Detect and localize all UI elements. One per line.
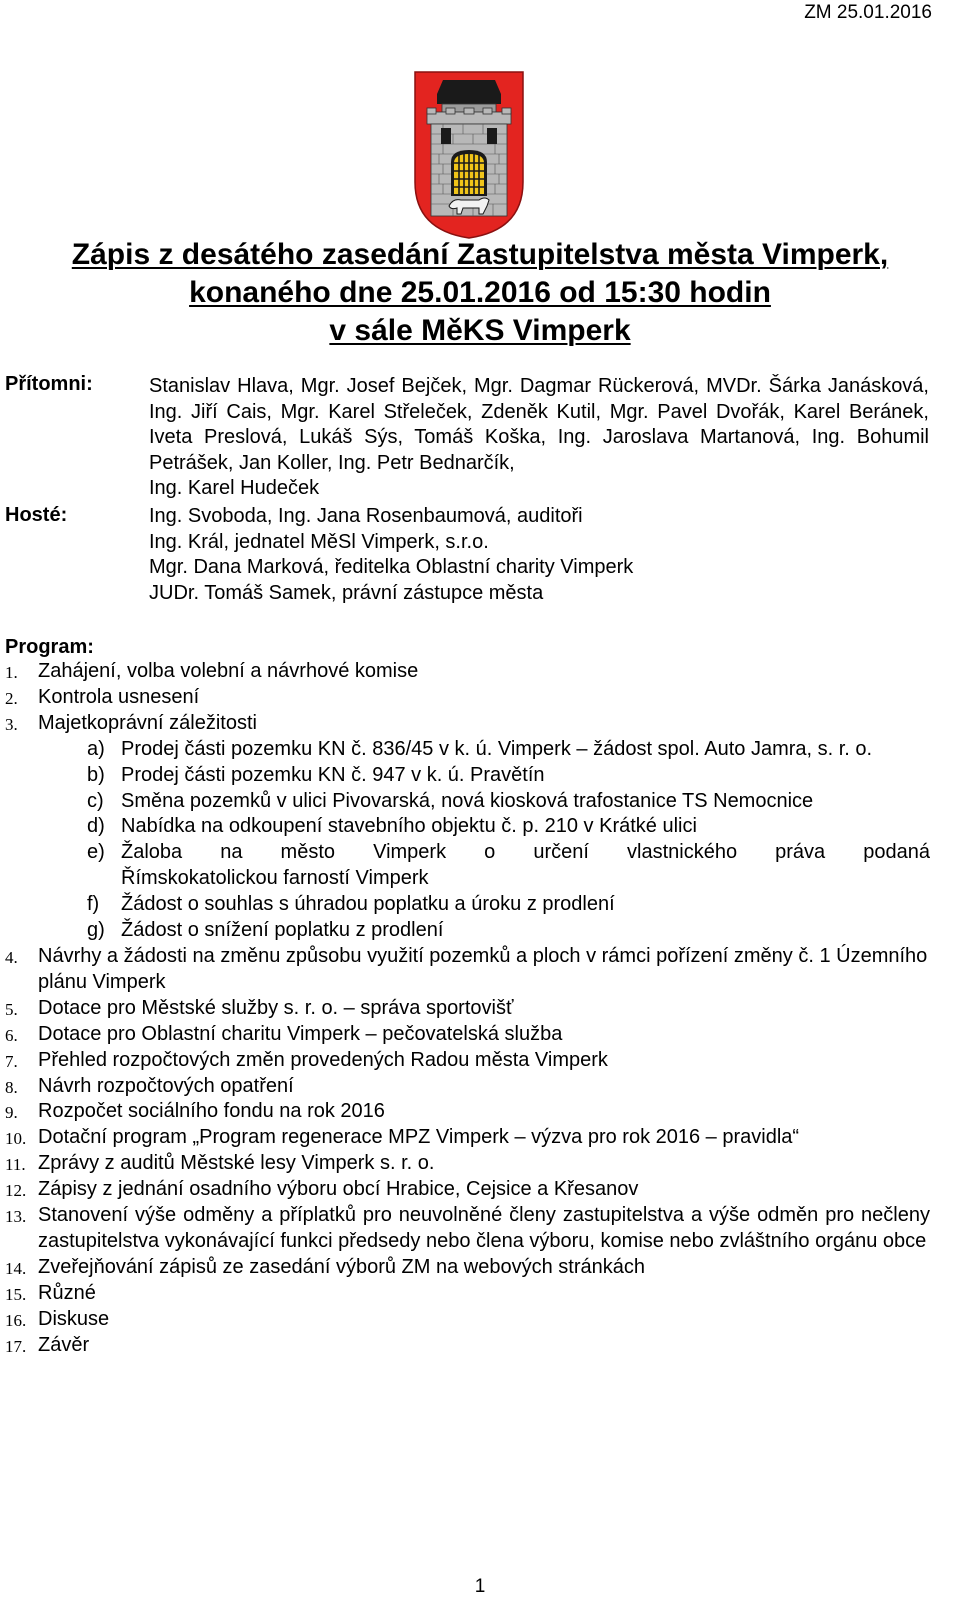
program-item-number: 10. — [5, 1129, 27, 1149]
guests-label: Hosté: — [5, 504, 68, 526]
program-item-text: Zápisy z jednání osadního výboru obcí Hrabice, Cejsice a Křesanov — [38, 1178, 639, 1201]
program-subitem — [87, 789, 930, 815]
program-item-text: Stanovení výše odměny a příplatků pro neuvolněné členy zastupitelstva a výše odměn pro nečleny zastupitelstva vykonávající funkci předsedy nebo člena výboru, komise nebo zvláštního orgánu obce — [38, 1204, 930, 1252]
program-item — [5, 1099, 930, 1125]
program-item-text: Dotace pro Městské služby s. r. o. – správa sportovišť — [38, 996, 514, 1019]
subitem-text: Směna pozemků v ulici Pivovarská, nová kiosková trafostanice TS Nemocnice — [121, 789, 814, 812]
title-line-1: Zápis z desátého zasedání Zastupitelstva města Vimperk, — [71, 238, 889, 271]
subitem-text-continued: Římskokatolickou farností Vimperk — [121, 867, 429, 890]
program-item-number: 3. — [5, 714, 18, 734]
guests-list — [149, 504, 929, 606]
program-item — [5, 1203, 930, 1255]
program-item-text: Dotační program „Program regenerace MPZ Vimperk – výzva pro rok 2016 – pravidla“ — [38, 1126, 800, 1149]
present-list — [149, 374, 929, 502]
program-item-number: 12. — [5, 1181, 27, 1201]
program-item — [5, 1048, 930, 1074]
program-item-text: Návrh rozpočtových opatření — [38, 1074, 294, 1097]
guest-item: JUDr. Tomáš Samek, právní zástupce města — [149, 581, 544, 604]
program-subitem — [87, 814, 930, 840]
program-subitem — [87, 763, 930, 789]
program-item-number: 15. — [5, 1284, 27, 1304]
program-item-text: Různé — [38, 1281, 96, 1304]
program-item-number: 5. — [5, 999, 18, 1019]
program-item-number: 9. — [5, 1103, 18, 1123]
subitem-letter: c) — [87, 789, 104, 812]
program-item-number: 8. — [5, 1077, 18, 1097]
subitem-text: Žádost o souhlas s úhradou poplatku a úroku z prodlení — [121, 893, 615, 916]
subitem-letter: d) — [87, 815, 105, 838]
subitem-text: Prodej části pozemku KN č. 947 v k. ú. Pravětín — [121, 763, 545, 786]
program-item-text: Zahájení, volba volební a návrhové komise — [38, 660, 419, 682]
program-item-number: 1. — [5, 663, 18, 682]
program-item-number: 11. — [5, 1155, 26, 1175]
present-names-last: Ing. Karel Hudeček — [149, 477, 320, 499]
program-item-text: Kontrola usnesení — [38, 685, 200, 708]
program-item — [5, 1333, 930, 1359]
program-item-number: 14. — [5, 1258, 27, 1278]
program-item — [5, 1022, 930, 1048]
present-label: Přítomni: — [5, 373, 93, 395]
title-line-2: konaného dne 25.01.2016 od 15:30 hodin — [189, 276, 771, 309]
subitem-letter: e) — [87, 841, 105, 864]
program-label: Program: — [5, 636, 94, 658]
subitem-text: Nabídka na odkoupení stavebního objektu č. p. 210 v Krátké ulici — [121, 815, 697, 838]
vimperk-coat-of-arms-logo — [413, 70, 525, 240]
guest-item: Ing. Král, jednatel MěSl Vimperk, s.r.o. — [149, 530, 489, 553]
program-item-number: 2. — [5, 688, 18, 708]
subitem-letter: a) — [87, 737, 105, 760]
subitem-text: Žádost o snížení poplatku z prodlení — [121, 919, 444, 942]
present-names: Stanislav Hlava, Mgr. Josef Bejček, Mgr. Dagmar Rückerová, MVDr. Šárka Janásková, Ing. Jiří Cais, Mgr. Karel Střeleček, Zdeněk Kutil, Mgr. Pavel Dvořák, Karel Beránek, Iveta Preslová, Lukáš Sýs, Tomáš Koška, Ing. Jaroslava Martanová, Ing. Bohumil Petrášek, Jan Koller, Ing. Petr Bednarčík, — [149, 375, 929, 474]
program-item — [5, 1255, 930, 1281]
program-item-number: 4. — [5, 947, 18, 967]
program-item-number: 6. — [5, 1025, 18, 1045]
subitem-text: Žaloba na město Vimperk o určení vlastnického práva podaná — [121, 841, 930, 864]
subitem-letter: g) — [87, 919, 105, 942]
program-item-text: Přehled rozpočtových změn provedených Radou města Vimperk — [38, 1048, 608, 1071]
program-item — [5, 685, 930, 711]
meeting-code-header: ZM 25.01.2016 — [804, 2, 932, 23]
title-line-3: v sále MěKS Vimperk — [329, 314, 631, 347]
program-subitem — [87, 840, 930, 892]
program-item — [5, 1307, 930, 1333]
program-item-text: Zprávy z auditů Městské lesy Vimperk s. r. o. — [38, 1152, 435, 1175]
program-item-text: Diskuse — [38, 1307, 110, 1330]
program-item — [5, 944, 930, 996]
program-item-text: Rozpočet sociálního fondu na rok 2016 — [38, 1100, 385, 1123]
program-item — [5, 659, 930, 685]
subitem-text: Prodej části pozemku KN č. 836/45 v k. ú. Vimperk – žádost spol. Auto Jamra, s. r. o. — [121, 737, 873, 760]
program-item-text: Majetkoprávní záležitosti — [38, 711, 257, 734]
guest-item: Mgr. Dana Marková, ředitelka Oblastní charity Vimperk — [149, 556, 634, 578]
subitem-letter: f) — [87, 893, 100, 916]
guest-item: Ing. Svoboda, Ing. Jana Rosenbaumová, auditoři — [149, 505, 583, 527]
program-item — [5, 1177, 930, 1203]
program-item-number: 13. — [5, 1207, 27, 1227]
program-subitem-list — [87, 737, 930, 944]
program-item — [5, 1281, 930, 1307]
program-item-text: Návrhy a žádosti na změnu způsobu využití pozemků a ploch v rámci pořízení změny č. 1 Územního plánu Vimperk — [38, 944, 928, 993]
program-item — [5, 1074, 930, 1100]
program-item-text: Zveřejňování zápisů ze zasedání výborů ZM na webových stránkách — [38, 1255, 645, 1278]
subitem-letter: b) — [87, 763, 105, 786]
document-title — [0, 236, 960, 350]
page-number: 1 — [474, 1576, 486, 1597]
program-subitem — [87, 892, 930, 918]
program-item-text: Dotace pro Oblastní charitu Vimperk – pečovatelská služba — [38, 1022, 563, 1045]
program-item — [5, 996, 930, 1022]
program-item-number: 7. — [5, 1051, 18, 1071]
program-item — [5, 1125, 930, 1151]
program-item-text: Závěr — [38, 1333, 90, 1356]
program-subitem — [87, 737, 930, 763]
program-item-number: 17. — [5, 1336, 27, 1356]
program-item — [5, 1151, 930, 1177]
program-list — [5, 659, 930, 1358]
program-item-number: 16. — [5, 1310, 27, 1330]
program-subitem — [87, 918, 930, 944]
program-item — [5, 711, 930, 737]
